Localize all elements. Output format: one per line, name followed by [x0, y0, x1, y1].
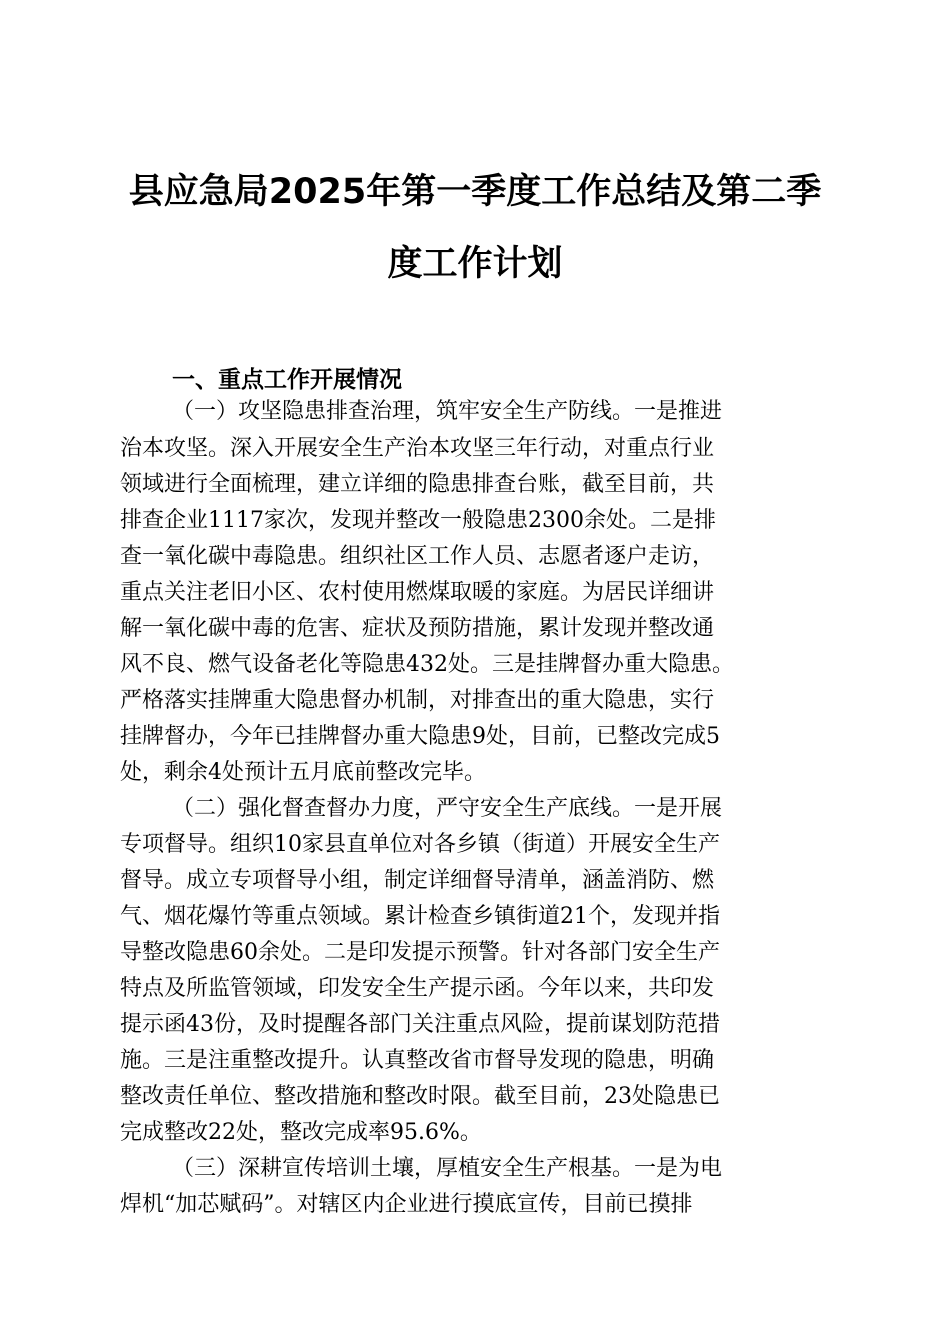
document-title-line-1: 县应急局2025年第一季度工作总结及第二季: [128, 172, 822, 212]
paragraph-line: 查一氧化碳中毒隐患。组织社区工作人员、志愿者逐户走访，: [120, 544, 715, 569]
document-title-line-2: 度工作计划: [387, 244, 563, 284]
paragraph-line: （三）深耕宣传培训土壤，厚植安全生产根基。一是为电: [172, 1156, 723, 1181]
paragraph-line: 专项督导。组织10家县直单位对各乡镇（街道）开展安全生产: [120, 832, 720, 857]
paragraph-line: （一）攻坚隐患排查治理，筑牢安全生产防线。一是推进: [172, 399, 723, 424]
paragraph-line: 排查企业1117家次，发现并整改一般隐患2300余处。二是排: [120, 508, 716, 533]
paragraph-line: 严格落实挂牌重大隐患督办机制，对排查出的重大隐患，实行: [120, 688, 715, 713]
paragraph-line: 治本攻坚。深入开展安全生产治本攻坚三年行动，对重点行业: [120, 436, 715, 461]
paragraph-line: 导整改隐患60余处。二是印发提示预警。针对各部门安全生产: [120, 940, 720, 965]
paragraph-line: 风不良、燃气设备老化等隐患432处。三是挂牌督办重大隐患。: [120, 652, 734, 677]
paragraph-line: 督导。成立专项督导小组，制定详细督导清单，涵盖消防、燃: [120, 868, 715, 893]
paragraph-line: （二）强化督查督办力度，严守安全生产底线。一是开展: [172, 796, 723, 821]
paragraph-line: 特点及所监管领域，印发安全生产提示函。今年以来，共印发: [120, 976, 715, 1001]
paragraph-line: 气、烟花爆竹等重点领域。累计检查乡镇街道21个，发现并指: [120, 904, 720, 929]
paragraph-line: 提示函43份，及时提醒各部门关注重点风险，提前谋划防范措: [120, 1012, 720, 1037]
paragraph-line: 重点关注老旧小区、农村使用燃煤取暖的家庭。为居民详细讲: [120, 580, 715, 605]
paragraph-line: 施。三是注重整改提升。认真整改省市督导发现的隐患，明确: [120, 1048, 715, 1073]
paragraph-line: 焊机“加芯赋码”。对辖区内企业进行摸底宣传，目前已摸排: [120, 1192, 693, 1217]
paragraph-line: 挂牌督办，今年已挂牌督办重大隐患9处，目前，已整改完成5: [120, 724, 720, 749]
paragraph-line: 处，剩余4处预计五月底前整改完毕。: [120, 760, 486, 785]
paragraph-line: 领域进行全面梳理，建立详细的隐患排查台账，截至目前，共: [120, 472, 715, 497]
paragraph-line: 解一氧化碳中毒的危害、症状及预防措施，累计发现并整改通: [120, 616, 715, 641]
paragraph-line: 整改责任单位、整改措施和整改时限。截至目前，23处隐患已: [120, 1084, 720, 1109]
section-heading: 一、重点工作开展情况: [172, 367, 402, 393]
paragraph-line: 完成整改22处，整改完成率95.6%。: [120, 1120, 482, 1145]
